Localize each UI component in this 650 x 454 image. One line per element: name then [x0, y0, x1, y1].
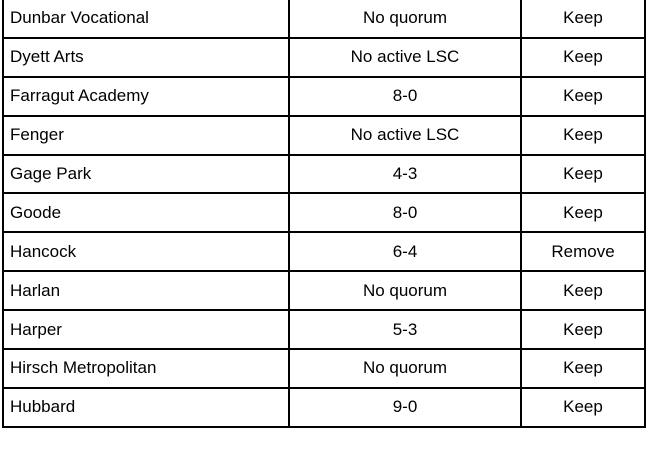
table-row	[3, 388, 645, 427]
table-row	[3, 193, 645, 232]
school-name-cell: Hancock	[3, 232, 289, 271]
decision-cell: Keep	[521, 193, 645, 232]
vote-result-cell: 8-0	[289, 77, 521, 116]
vote-result-cell: No quorum	[289, 349, 521, 388]
vote-result-cell: No quorum	[289, 0, 521, 38]
decision-cell: Keep	[521, 388, 645, 427]
vote-result-cell: 4-3	[289, 155, 521, 194]
decision-cell: Keep	[521, 116, 645, 155]
table-row	[3, 310, 645, 349]
decision-cell: Keep	[521, 271, 645, 310]
school-name-cell: Dyett Arts	[3, 38, 289, 77]
vote-result-cell: 9-0	[289, 388, 521, 427]
table-row	[3, 155, 645, 194]
school-vote-table	[2, 0, 646, 428]
decision-cell: Remove	[521, 232, 645, 271]
table-row	[3, 349, 645, 388]
school-name-cell: Hubbard	[3, 388, 289, 427]
school-name-cell: Farragut Academy	[3, 77, 289, 116]
school-name-cell: Harlan	[3, 271, 289, 310]
school-name-cell: Goode	[3, 193, 289, 232]
decision-cell: Keep	[521, 77, 645, 116]
school-name-cell: Gage Park	[3, 155, 289, 194]
table-row	[3, 77, 645, 116]
school-name-cell: Harper	[3, 310, 289, 349]
decision-cell: Keep	[521, 0, 645, 38]
vote-result-cell: 8-0	[289, 193, 521, 232]
table-row	[3, 271, 645, 310]
school-name-cell: Fenger	[3, 116, 289, 155]
school-name-cell: Hirsch Metropolitan	[3, 349, 289, 388]
table-body	[3, 0, 645, 427]
decision-cell: Keep	[521, 38, 645, 77]
table-row	[3, 232, 645, 271]
vote-result-cell: No active LSC	[289, 38, 521, 77]
table-row	[3, 0, 645, 38]
decision-cell: Keep	[521, 155, 645, 194]
vote-result-cell: 5-3	[289, 310, 521, 349]
vote-result-cell: No active LSC	[289, 116, 521, 155]
school-name-cell: Dunbar Vocational	[3, 0, 289, 38]
decision-cell: Keep	[521, 310, 645, 349]
vote-result-cell: 6-4	[289, 232, 521, 271]
decision-cell: Keep	[521, 349, 645, 388]
table-row	[3, 116, 645, 155]
table-row	[3, 38, 645, 77]
vote-result-cell: No quorum	[289, 271, 521, 310]
